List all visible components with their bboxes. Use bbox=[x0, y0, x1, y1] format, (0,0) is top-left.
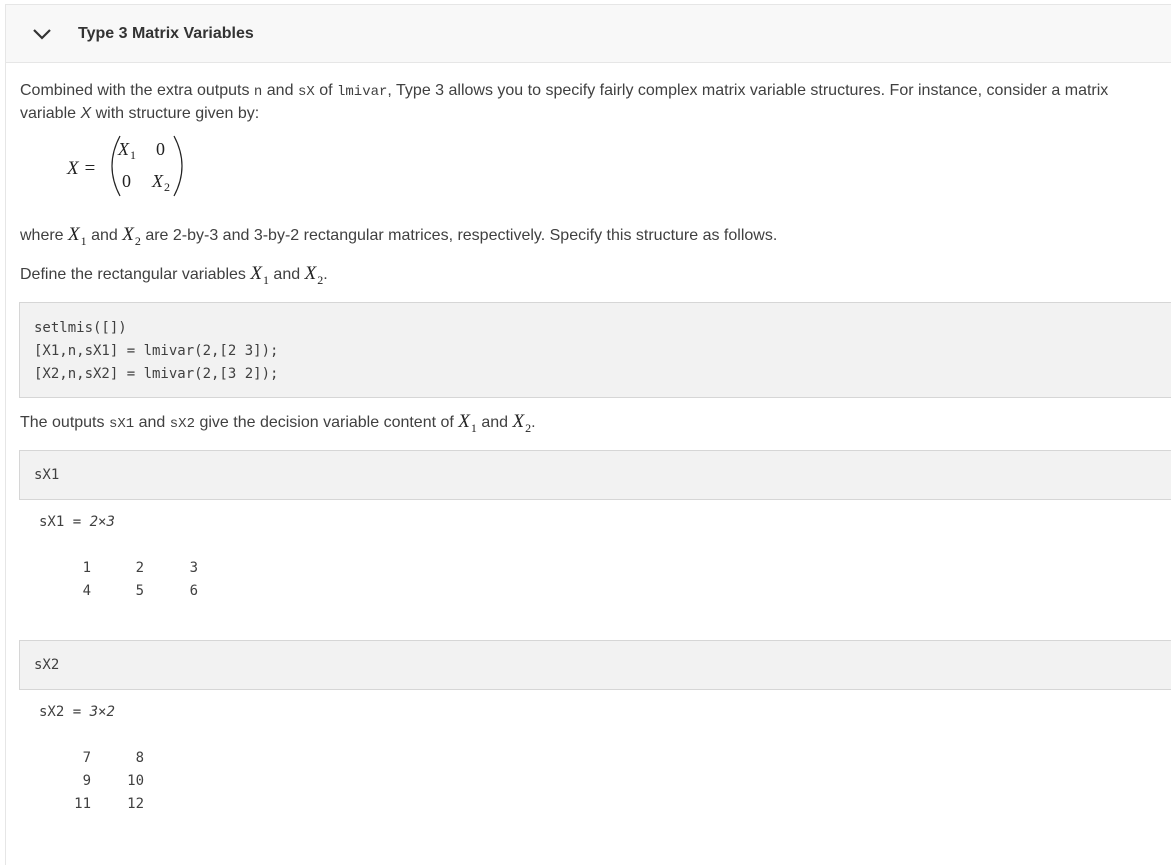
code-line: sX2 bbox=[34, 657, 60, 673]
where-text: are 2-by-3 and 3-by-2 rectangular matrices, respectively. Specify this structure as follows. bbox=[145, 227, 778, 244]
output-dims: 2×3 bbox=[89, 514, 115, 530]
matrix-cell-x1: X bbox=[118, 139, 129, 159]
where-text: and bbox=[91, 227, 118, 244]
math-x2: $X_2$ bbox=[512, 411, 532, 435]
intro-text: and bbox=[266, 82, 294, 99]
outputs-text: . bbox=[531, 414, 536, 431]
outputs-text: give the decision variable content of bbox=[199, 414, 454, 431]
outputs-paragraph bbox=[20, 410, 536, 440]
matrix-value: 10 bbox=[127, 773, 144, 789]
matrix-value: 6 bbox=[189, 583, 198, 599]
output-name: sX1 = bbox=[39, 514, 82, 530]
intro-paragraph bbox=[20, 79, 1108, 104]
inline-code-n: n bbox=[253, 84, 263, 100]
math-x1: $X_1$ bbox=[250, 263, 269, 287]
matrix-value: 5 bbox=[135, 583, 144, 599]
intro-text: with structure given by: bbox=[95, 105, 260, 122]
math-x1: $X_1$ bbox=[68, 224, 87, 248]
matrix-cell-x2-sub: 2 bbox=[164, 180, 170, 194]
command-block-sx1[interactable] bbox=[19, 450, 1171, 500]
define-text: and bbox=[273, 266, 301, 283]
matrix-value: 12 bbox=[127, 796, 144, 812]
code-block[interactable] bbox=[19, 302, 1171, 398]
matrix-value: 3 bbox=[189, 560, 198, 576]
matrix-cell-x2: X bbox=[152, 171, 163, 191]
output-header-sx1 bbox=[39, 514, 115, 530]
section-title: Type 3 Matrix Variables bbox=[78, 25, 254, 42]
section-header[interactable] bbox=[6, 5, 1171, 63]
matrix-value: 1 bbox=[82, 560, 91, 576]
chevron-down-icon[interactable] bbox=[32, 27, 52, 41]
matrix-value: 11 bbox=[74, 796, 91, 812]
matrix-cell-zero: 0 bbox=[122, 171, 131, 191]
outputs-text: The outputs bbox=[20, 414, 105, 431]
right-paren bbox=[174, 136, 182, 196]
define-text: . bbox=[323, 266, 328, 283]
code-line: setlmis([]) bbox=[34, 320, 127, 336]
math-x2: $X_2$ bbox=[304, 263, 324, 287]
command-block-sx2[interactable] bbox=[19, 640, 1171, 690]
math-x1: $X_1$ bbox=[458, 411, 477, 435]
matrix-value: 8 bbox=[135, 750, 144, 766]
where-paragraph bbox=[20, 223, 777, 253]
where-text: where bbox=[20, 227, 64, 244]
intro-paragraph-line2 bbox=[20, 102, 259, 125]
code-line: sX1 bbox=[34, 467, 60, 483]
equation-lhs: X = bbox=[67, 158, 97, 179]
inline-code-sx: sX bbox=[297, 84, 315, 100]
outputs-text: and bbox=[138, 414, 166, 431]
output-name: sX2 = bbox=[39, 704, 82, 720]
matrix-equation bbox=[60, 128, 200, 198]
code-line: [X2,n,sX2] = lmivar(2,[3 2]); bbox=[34, 366, 279, 382]
matrix-value: 4 bbox=[82, 583, 91, 599]
intro-text: Combined with the extra outputs bbox=[20, 82, 250, 99]
outputs-text: and bbox=[481, 414, 509, 431]
output-header-sx2 bbox=[39, 704, 115, 720]
math-x: X bbox=[80, 105, 92, 122]
define-paragraph bbox=[20, 262, 328, 292]
intro-text: variable bbox=[20, 105, 77, 122]
inline-code-lmivar: lmivar bbox=[337, 84, 388, 100]
output-dims: 3×2 bbox=[89, 704, 115, 720]
inline-code-sx2: sX2 bbox=[169, 416, 195, 432]
matrix-value: 2 bbox=[135, 560, 144, 576]
inline-code-sx1: sX1 bbox=[108, 416, 135, 432]
code-line: [X1,n,sX1] = lmivar(2,[2 3]); bbox=[34, 343, 279, 359]
matrix-value: 7 bbox=[82, 750, 91, 766]
intro-text: , Type 3 allows you to specify fairly complex matrix variable structures. For instance, consider a matrix bbox=[387, 82, 1109, 99]
define-text: Define the rectangular variables bbox=[20, 266, 246, 283]
math-x2: $X_2$ bbox=[122, 224, 141, 248]
intro-text: of bbox=[319, 82, 333, 99]
matrix-cell-zero: 0 bbox=[156, 139, 165, 159]
matrix-value: 9 bbox=[82, 773, 91, 789]
matrix-cell-x1-sub: 1 bbox=[130, 148, 136, 162]
